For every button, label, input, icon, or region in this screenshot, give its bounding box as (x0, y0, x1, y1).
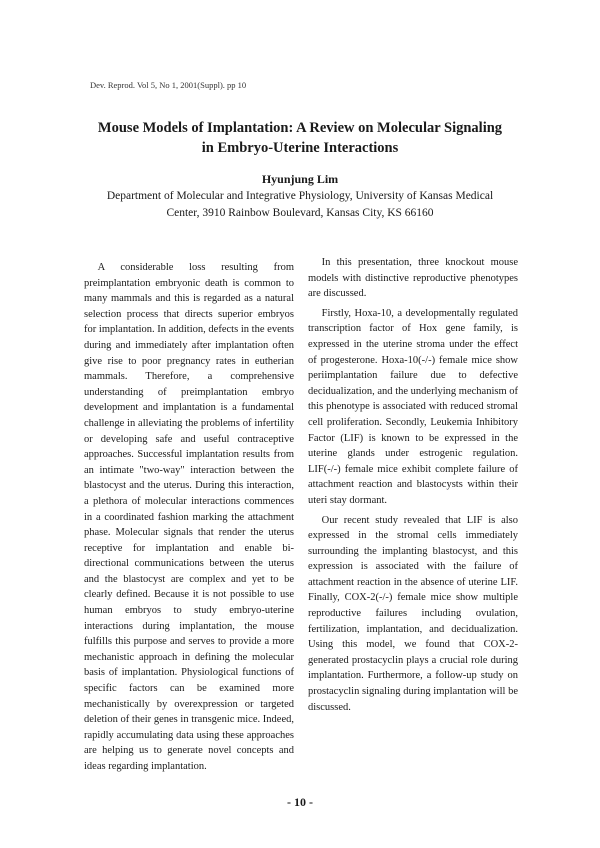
right-text-column (308, 255, 518, 715)
left-text-column (84, 260, 294, 775)
affiliation-line-2: Center, 3910 Rainbow Boulevard, Kansas City, KS 66160 (166, 207, 434, 219)
body-paragraph: Firstly, Hoxa-10, a developmentally regulated transcription factor of Hox gene family, is expressed in the uterine stroma under the effect of progesterone. Hoxa-10(-/-) female mice show periimplantation failure due to defective decidualization, and the underlying mechanism of this phenotype is associated with reduced stromal cell proliferation. Secondly, Leukemia Inhibitory Factor (LIF) is known to be expressed in the uterine glands under estrogenic regulation. LIF(-/-) female mice exhibit complete failure of attachment reaction and blastocysts within their uteri stay dormant. (308, 307, 518, 506)
affiliation-line-1: Department of Molecular and Integrative Physiology, University of Kansas Medical (106, 190, 494, 202)
author-name: Hyunjung Lim (261, 172, 339, 186)
title-line-2: in Embryo-Uterine Interactions (201, 140, 399, 156)
title-line-1: Mouse Models of Implantation: A Review on Molecular Signaling (97, 120, 503, 136)
body-paragraph: A considerable loss resulting from preimplantation embryonic death is common to many mammals and this is regarded as a natural selection process that directs superior embryos for implantation. In addition, defects in the events during and immediately after implantation often give rise to poor pregnancy rates in eutherian mammals. Therefore, a comprehensive understanding of preimplantation embryo development and implantation is a fundamental challenge in alleviating the problems of infertility or developing safe and useful contraceptive approaches. Successful implantation results from an intimate "two-way" interaction between the blastocyst and the uterus. During this interaction, a plethora of molecular interactions commences in a coordinated fashion marking the attachment phase. Molecular signals that render the uterus receptive for implantation and enable bi-directional communications between the uterus and the blastocyst are complex and yet to be clearly defined. Because it is not possible to use human embryos to study embryo-uterine interactions during implantation, the mouse fulfills this purpose and serves to provide a more mechanistic approach in defining the molecular basis of implantation. Physiological functions of specific factors can be examined more mechanistically by overexpression or targeted deletion of their genes in transgenic mice. Indeed, rapidly accumulating data using these approaches are helping us to generate novel concepts and ideas regarding implantation. (84, 262, 294, 772)
author-affiliation (60, 188, 540, 222)
journal-citation: Dev. Reprod. Vol 5, No 1, 2001(Suppl). pp 10 (90, 80, 247, 90)
body-paragraph: In this presentation, three knockout mouse models with distinctive reproductive phenotypes are discussed. (308, 257, 518, 300)
page-number: - 10 - (287, 795, 313, 809)
body-paragraph: Our recent study revealed that LIF is also expressed in the stromal cells immediately surrounding the implanting blastocyst, and this expression is associated with the failure of attachment reaction in the absence of uterine LIF. Finally, COX-2(-/-) female mice show multiple reproductive failures including ovulation, fertilization, implantation, and decidualization. Using this model, we found that COX-2-generated prostacyclin plays a crucial role during implantation. Furthermore, a follow-up study on prostacyclin signaling during implantation will be discussed. (308, 514, 518, 713)
article-title (60, 118, 540, 158)
